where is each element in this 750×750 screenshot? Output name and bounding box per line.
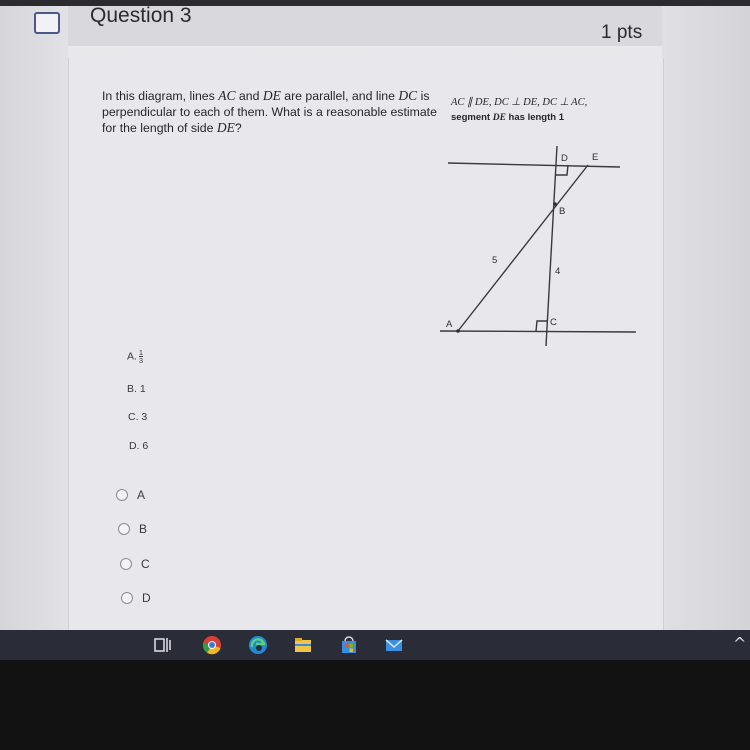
choice-d-text: D. 6 <box>129 440 149 452</box>
line-de <box>448 163 620 167</box>
radio-d[interactable] <box>121 592 133 604</box>
answer-label-a: A <box>137 488 146 502</box>
radio-c[interactable] <box>120 558 132 570</box>
right-angle-d <box>556 165 568 175</box>
choice-b-text: B. 1 <box>127 383 146 395</box>
label-e: E <box>592 152 599 163</box>
question-points: 1 pts <box>601 22 643 43</box>
file-explorer-icon[interactable] <box>293 635 313 655</box>
answer-label-d: D <box>142 591 151 605</box>
label-a: A <box>446 319 453 330</box>
mail-icon[interactable] <box>384 635 404 655</box>
answer-option-a[interactable] <box>116 488 145 502</box>
point-b <box>553 202 557 206</box>
answer-option-d[interactable] <box>121 591 151 605</box>
label-bc-length: 4 <box>555 266 561 277</box>
edge-icon[interactable] <box>248 635 268 655</box>
answer-label-b: B <box>139 522 148 536</box>
answer-option-b[interactable] <box>118 522 147 536</box>
label-b: B <box>559 206 566 217</box>
radio-b[interactable] <box>118 523 130 535</box>
line-ac <box>440 331 636 332</box>
line-dc <box>546 146 557 346</box>
line-ae <box>458 165 588 331</box>
tray-chevron-icon[interactable]: ^ <box>733 634 747 653</box>
choice-c-text: C. 3 <box>128 411 148 423</box>
chrome-icon[interactable] <box>202 635 222 655</box>
answer-option-c[interactable] <box>120 557 150 571</box>
choice-a-text: A. $\frac{1}{3}$ <box>127 348 144 365</box>
store-icon[interactable] <box>339 635 359 655</box>
fraction: $\frac{1}{3}$ <box>138 348 144 365</box>
right-angle-c <box>536 321 547 331</box>
point-a <box>456 329 460 333</box>
label-d: D <box>561 153 568 164</box>
label-c: C <box>550 317 557 328</box>
given-length: segment DE has length 1 <box>451 112 564 123</box>
answer-label-c: C <box>141 557 150 571</box>
question-title: Question 3 <box>90 4 192 27</box>
taskbar <box>0 630 750 660</box>
question-prompt: In this diagram, lines AC and DE are parallel, and line DC is perpendicular to each of them. What is a reasonable estimate for the length of side DE? <box>102 88 437 135</box>
radio-a[interactable] <box>116 489 128 501</box>
given-relations: AC ∥ DE, DC ⊥ DE, DC ⊥ AC, <box>451 97 588 108</box>
monitor-bezel-bottom <box>0 660 750 750</box>
task-view-icon[interactable] <box>153 635 173 655</box>
label-ab-length: 5 <box>492 255 498 266</box>
